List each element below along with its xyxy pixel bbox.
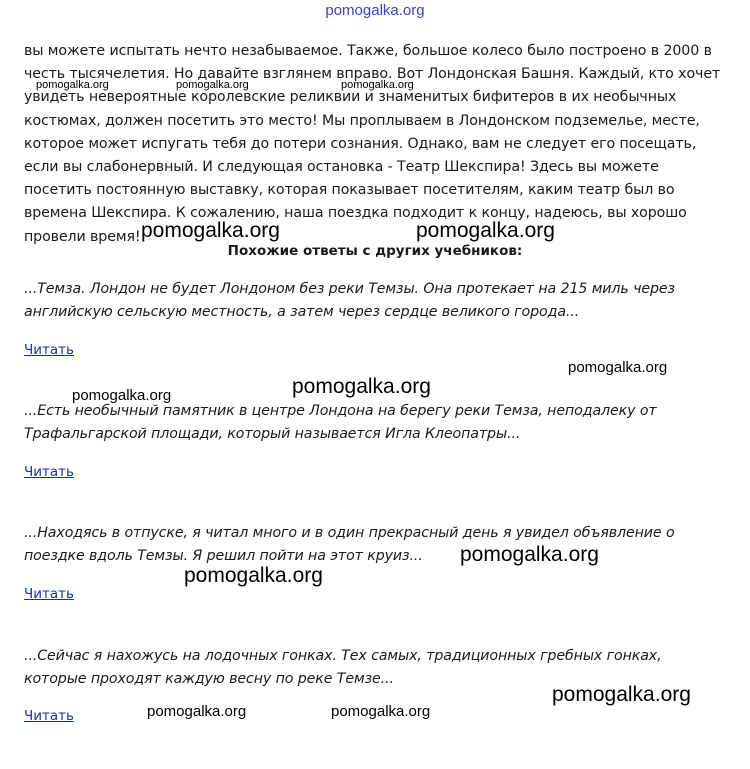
excerpt-2: ...Есть необычный памятник в центре Лондона на берегу реки Темза, неподалеку от Трафальгарской площади, который называется Игла Клеопатры...: [24, 403, 657, 442]
similar-answers-heading: Похожие ответы с других учебников:: [227, 243, 523, 259]
excerpt-1: ...Темза. Лондон не будет Лондоном без реки Темзы. Она протекает на 215 миль через английскую сельскую местность, а затем через сердце великого города...: [24, 281, 675, 320]
watermark: pomogalka.org: [552, 683, 691, 706]
watermark: pomogalka.org: [176, 79, 249, 91]
watermark: pomogalka.org: [460, 543, 599, 566]
watermark: pomogalka.org: [184, 564, 323, 587]
watermark: pomogalka.org: [141, 219, 280, 242]
watermark: pomogalka.org: [331, 703, 431, 720]
watermark: pomogalka.org: [36, 79, 109, 91]
watermark: pomogalka.org: [341, 79, 414, 91]
watermark: pomogalka.org: [147, 703, 247, 720]
watermark: pomogalka.org: [568, 359, 668, 376]
excerpt-3: ...Находясь в отпуске, я читал много и в один прекрасный день я увидел объявление о поездке вдоль Темзы. Я решил пойти на этот круиз...: [24, 525, 675, 564]
excerpt-4: ...Сейчас я нахожусь на лодочных гонках. Тех самых, традиционных гребных гонках, которые проходят каждую весну по реке Темзе...: [24, 648, 662, 687]
read-link-1[interactable]: Читать: [24, 342, 74, 358]
read-link-3[interactable]: Читать: [24, 586, 74, 602]
read-link-4[interactable]: Читать: [24, 708, 74, 724]
header-watermark: pomogalka.org: [325, 2, 425, 19]
watermark: pomogalka.org: [416, 219, 555, 242]
watermark: pomogalka.org: [292, 375, 431, 398]
watermark: pomogalka.org: [72, 387, 172, 404]
read-link-2[interactable]: Читать: [24, 464, 74, 480]
intro-paragraph: вы можете испытать нечто незабываемое. Также, большое колесо было построено в 2000 в честь тысячелетия. Но давайте взглянем вправо. Вот Лондонская Башня. Каждый, кто хочет увидеть невероятные королевские реликвии и знаменитых бифитеров в их необычных костюмах, должен посетить это место! Мы проплываем в Лондонском подземелье, месте, которое может испугать тебя до потери сознания. Однако, вам не следует его посещать, если вы слабонервный. И следующая остановка - Театр Шекспира! Здесь вы можете посетить постоянную выставку, которая показывает посетителям, каким театр был во времена Шекспира. К сожалению, наша поездка подходит к концу, надеюсь, вы хорошо провели время!: [24, 43, 721, 245]
